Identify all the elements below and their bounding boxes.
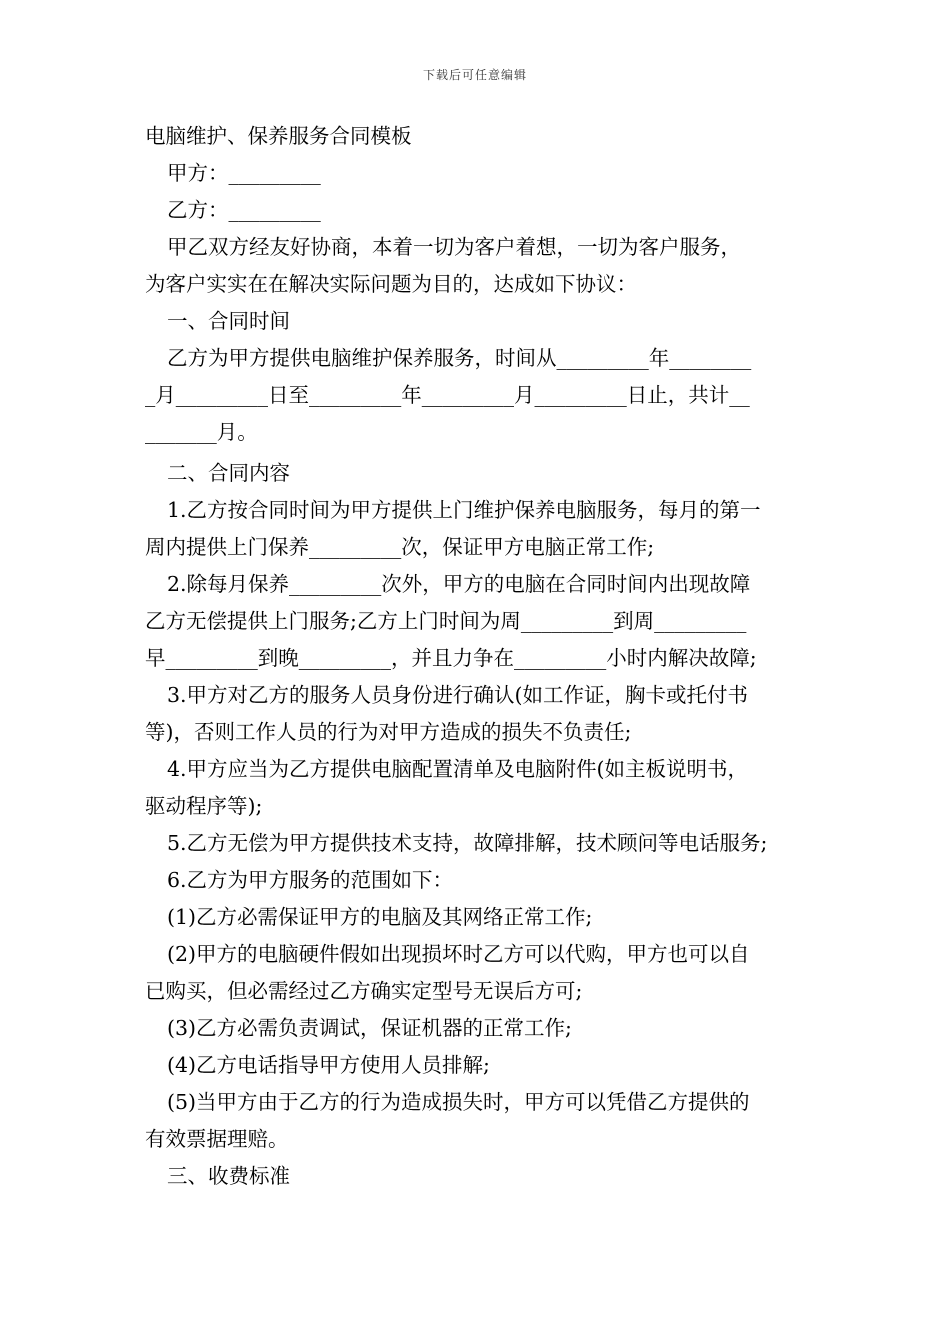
paragraph-line: 乙方为甲方提供电脑维护保养服务，时间从_________年________ xyxy=(167,346,752,370)
clause-line: 乙方无偿提供上门服务;乙方上门时间为周_________到周_________ xyxy=(145,609,747,633)
clause-line: 2.除每月保养_________次外，甲方的电脑在合同时间内出现故障 xyxy=(167,572,751,596)
section-heading-2: 二、合同内容 xyxy=(167,461,290,485)
clause-line: 3.甲方对乙方的服务人员身份进行确认(如工作证，胸卡或托付书 xyxy=(167,683,749,707)
clause-line: 早_________到晚_________，并且力争在_________小时内解决故障; xyxy=(145,646,757,670)
clause-line: 6.乙方为甲方服务的范围如下： xyxy=(167,868,454,892)
paragraph-line: _______月。 xyxy=(145,420,258,444)
sub-clause-line: (1)乙方必需保证甲方的电脑及其网络正常工作; xyxy=(167,905,593,929)
sub-clause-line: (3)乙方必需负责调试，保证机器的正常工作; xyxy=(167,1016,572,1040)
document-title: 电脑维护、保养服务合同模板 xyxy=(145,124,412,148)
sub-clause-line: (5)当甲方由于乙方的行为造成损失时，甲方可以凭借乙方提供的 xyxy=(167,1090,750,1114)
preamble-line-1: 甲乙双方经友好协商，本着一切为客户着想，一切为客户服务， xyxy=(167,235,741,259)
sub-clause-line: 有效票据理赔。 xyxy=(145,1127,289,1151)
sub-clause-line: (4)乙方电话指导甲方使用人员排解; xyxy=(167,1053,490,1077)
clause-line: 驱动程序等); xyxy=(145,794,263,818)
clause-line: 4.甲方应当为乙方提供电脑配置清单及电脑附件(如主板说明书， xyxy=(167,757,749,781)
clause-line: 1.乙方按合同时间为甲方提供上门维护保养电脑服务，每月的第一 xyxy=(167,498,761,522)
sub-clause-line: 已购买，但必需经过乙方确实定型号无误后方可; xyxy=(145,979,583,1003)
clause-line: 等)，否则工作人员的行为对甲方造成的损失不负责任; xyxy=(145,720,632,744)
paragraph-line: _月_________日至_________年_________月_________日止，共计__ xyxy=(145,383,750,407)
section-heading-3: 三、收费标准 xyxy=(167,1164,290,1188)
page-header: 下载后可任意编辑 xyxy=(422,68,527,82)
sub-clause-line: (2)甲方的电脑硬件假如出现损坏时乙方可以代购，甲方也可以自 xyxy=(167,942,750,966)
section-heading-1: 一、合同时间 xyxy=(167,309,290,333)
clause-line: 周内提供上门保养_________次，保证甲方电脑正常工作; xyxy=(145,535,655,559)
party-a-line: 甲方：_________ xyxy=(167,161,321,185)
party-b-line: 乙方：_________ xyxy=(167,198,321,222)
document-body xyxy=(145,118,810,1195)
preamble-line-2: 为客户实实在在解决实际问题为目的，达成如下协议： xyxy=(145,272,637,296)
clause-line: 5.乙方无偿为甲方提供技术支持，故障排解，技术顾问等电话服务; xyxy=(167,831,768,855)
